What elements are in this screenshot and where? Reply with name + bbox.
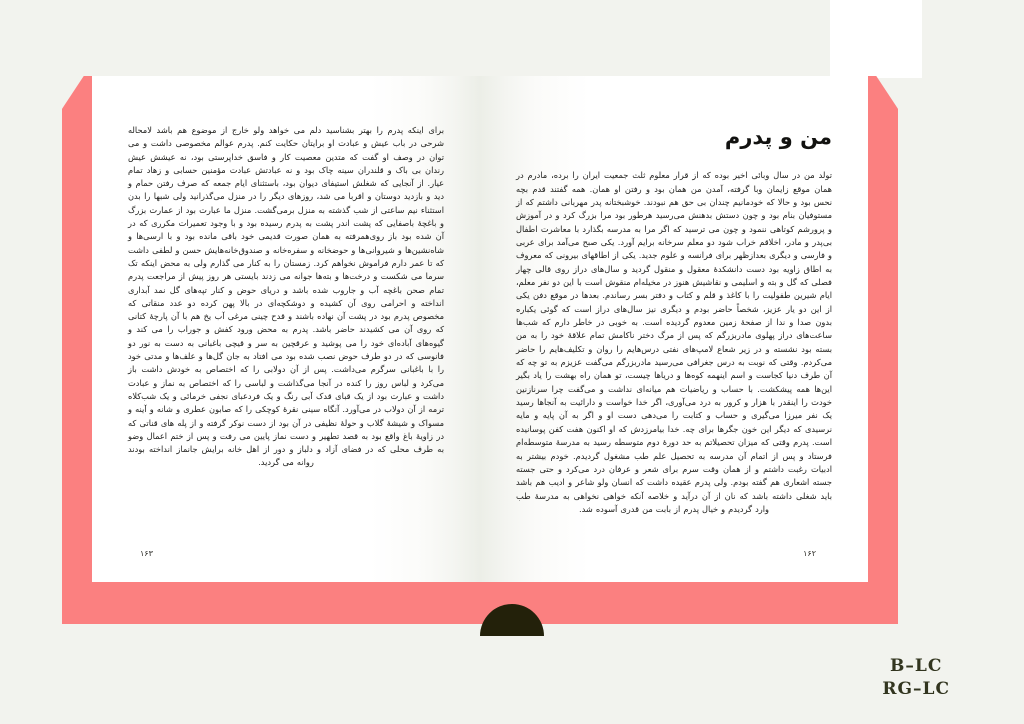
signature-block (882, 655, 950, 700)
signature-line-2: RG–LC (882, 678, 950, 699)
chapter-title: من و پدرم (724, 125, 832, 149)
page-right-number: ۱۶۲ (803, 549, 816, 558)
page-left-number: ۱۶۳ (140, 549, 153, 558)
signature-line-1: B–LC (890, 656, 943, 677)
page-left-body-text: برای اینکه پدرم را بهتر بشناسید دلم می خواهد ولو خارج از موضوع هم باشد لامحاله شرحی در باب عیش و عبادت او برایتان حکایت کنم. پدرم عوالم مخصوصی داشت و می توان در وصف او گفت که متدین معصیت کار و فاسق خداپرستی بود، نه عیشش عیش رندان بی باک و قلندران سینه چاک بود و نه عبادتش عبادت مؤمنین حسابی و زهاد تمام عیار. از آنجایی که شغلش استیفای دیوان بود، باستثنای ایام جمعه که صرف رفتن حمام و دید و بازدید دوستان و اقربا می شد، روزهای دیگر را در منزل می‌گذرانید ولی شبها را بدن استثناء نیم ساعتی از شب گذشته به منزل برمی‌گشت. منزل ما عبارت بود از عمارت بزرگ و باغچهٔ باصفایی که پشت اندر پشت به پدرم رسیده بود و با وجود تعمیرات مکرری که در آن شده بود باز روی‌همرفته به همان صورت قدیمی خود باقی مانده بود و با ارسی‌ها و شاه‌نشین‌ها و شیروانی‌ها و حوضخانه و سفره‌خانه و صندوق‌خانه‌هایش حسن و لطفی داشت که تا عمر دارم فراموش نخواهم کرد. زمستان را به کنار می گذارم ولی به محض اینکه تک سرما می شکست و درخت‌ها و بته‌ها جوانه می زدند بایستی هر روز پیش از مراجعت پدرم تمام صحن باغچه آب و جاروب شده باشد و دریای حوض و کنار تپه‌های گل نمد آبداری انداخته و احرامی روی آن کشیده و دوشکچه‌ای در بالا پهن کرده دو عدد منقاتی که مخصوص پدرم بود در پشت آن نهاده باشند و قدح چینی مرغی آب یخ هم با آن پارچهٔ کتانی که روی آن می کشیدند حاضر باشد. پدرم به محض ورود کفش و جوراب را می کند و گیوه‌های آباده‌ای خود را می پوشید و عرقچین به سر و قیچی باغبانی به دست به نور دو فانوسی که در دو طرف حوض نصب شده بود می افتاد به جان گل‌ها و علف‌ها و مدتی خود را با باغبانی سرگرم می‌داشت. پس از آن دولابی را که اختصاص به خودش داشت باز می‌کرد و لباس روز را کنده در آنجا می‌گذاشت و لباسی را که اختصاص به نماز و عبادت داشت و عبارت بود از یک قبای قدک آبی رنگ و یک فردعبای نجفی خرمائی و یک شب‌کلاه ترمه از آن دولاب در می‌آورد. آنگاه سینی نقرهٔ کوچکی را که صابون عطری و شانه و آینه و مسواک و شیشهٔ گلاب و حولهٔ نظیفی در آن بود از دست نوکر گرفته و از پله های قناتی که در زاویهٔ باغ واقع بود به قصد تطهیر و دست نماز پایین می رفت و پس از ختم اعمال وضو به طرف محلی که در فضای آزاد و دلباز و دور از اهل خانه برایش جانماز انداخته بودند روانه می گردید. (128, 125, 444, 468)
page-right-recto (480, 76, 868, 582)
top-right-white-notch (830, 0, 922, 78)
book-page-spread (92, 76, 868, 582)
page-left-verso (92, 76, 480, 582)
page-right-body-text: تولد من در سال وبائی اخیر بوده که از قرار معلوم ثلث جمعیت ایران را برده، مادرم در همان موقع زایمان وبا گرفته، آمدن من همان بود و رفتن او همان. همه گفتند قدم بچه نحس بود و حالا که خودمانیم چندان بی حق هم نبودند. خوشبختانه پدر مهربانی داشتم که از مستوفیان بنام بود و چون دستش بدهنش می‌رسید هرطور بود مرا بزرگ کرد و در آموزش و پرورشم کوتاهی ننمود و چون می ترسید که اگر مرا به مدرسه بگذارد با معاشرت اطفال بی‌پدر و مادر، اخلاقم خراب شود دو معلم سرخانه برایم آورد. یکی صبح می‌آمد برای عربی و فارسی و دیگری بعدازظهر برای فرانسه و علوم جدید. یکی از اطاقهای بیرونی که معروف به اطاق زاویه بود دست دانشکدهٔ معقول و منقول گردید و سال‌های دراز روی قالی چهار فصلی که گل و بته و اسلیمی و نقاشیش هنوز در مخیله‌ام منقوش است با این دو نفر معلم، ایام شیرین طفولیت را با کاغذ و قلم و کتاب و دفتر بسر رساندم. بعدها در موقع دفن یکی از این دو یار عزیز، شخصاً حاضر بودم و دیگری نیز سال‌های دراز است که گوئی یکباره بدون صدا و ندا از صفحهٔ زمین معدوم گردیده است. به خوبی در خاطر دارم که شب‌ها ساعت‌های دراز پهلوی مادربزرگم که پس از مرگ دختر ناکامش تمام علاقهٔ خود را به من بسته بود نشسته و در زیر شعاع لامپ‌های نفتی درس‌هایم را روان و تکلیف‌هایم را حاضر می‌کردم. وقتی که نوبت به درس جغرافی می‌رسید مادربزرگم می‌گفت عزیزم به تو چه که آن طرف دنیا کجاست و اسم اینهمه کوه‌ها و دریاها چیست، تو همان راه بهشت را یاد بگیر این‌ها همه پیشکشت. با حساب و ریاضیات هم میانه‌ای نداشت و می‌گفت چرا سرنازنین خودت را اینقدر با هزار و کرور به درد می‌آوری، اگر خدا خواست و دارائیت به آنجاها رسید یک نفر میرزا می‌گیری و حساب و کتابت را می‌دهی دست او و اگر به آن پایه و مایه نرسیدی که دیگر این خون جگرها برای چه. خدا بیامرزدش که او اکنون هفت کفن پوسانیده است. پدرم وقتی که میزان تحصیلاتم به حد دورهٔ دوم متوسطه رسید به مدرسهٔ متوسطه‌ام فرستاد و پس از اتمام آن مدرسه به تحصیل علم طب مشغول گردیدم. خودم بیشتر به ادبیات رغبت داشتم و از همان وقت سرم برای شعر و عرفان درد می‌کرد و حتی جسته جسته اشعاری هم گفته بودم. ولی پدرم عقیده داشت که انسان ولو شاعر و ادیب هم باشد باید شغلی داشته باشد که نان از آن درآید و خلاصه آنکه خواهی نخواهی به مدرسهٔ طب وارد گردیدم و خیال پدرم از بابت من قدری آسوده شد. (516, 170, 832, 514)
bottom-semicircle-tab (480, 604, 544, 668)
